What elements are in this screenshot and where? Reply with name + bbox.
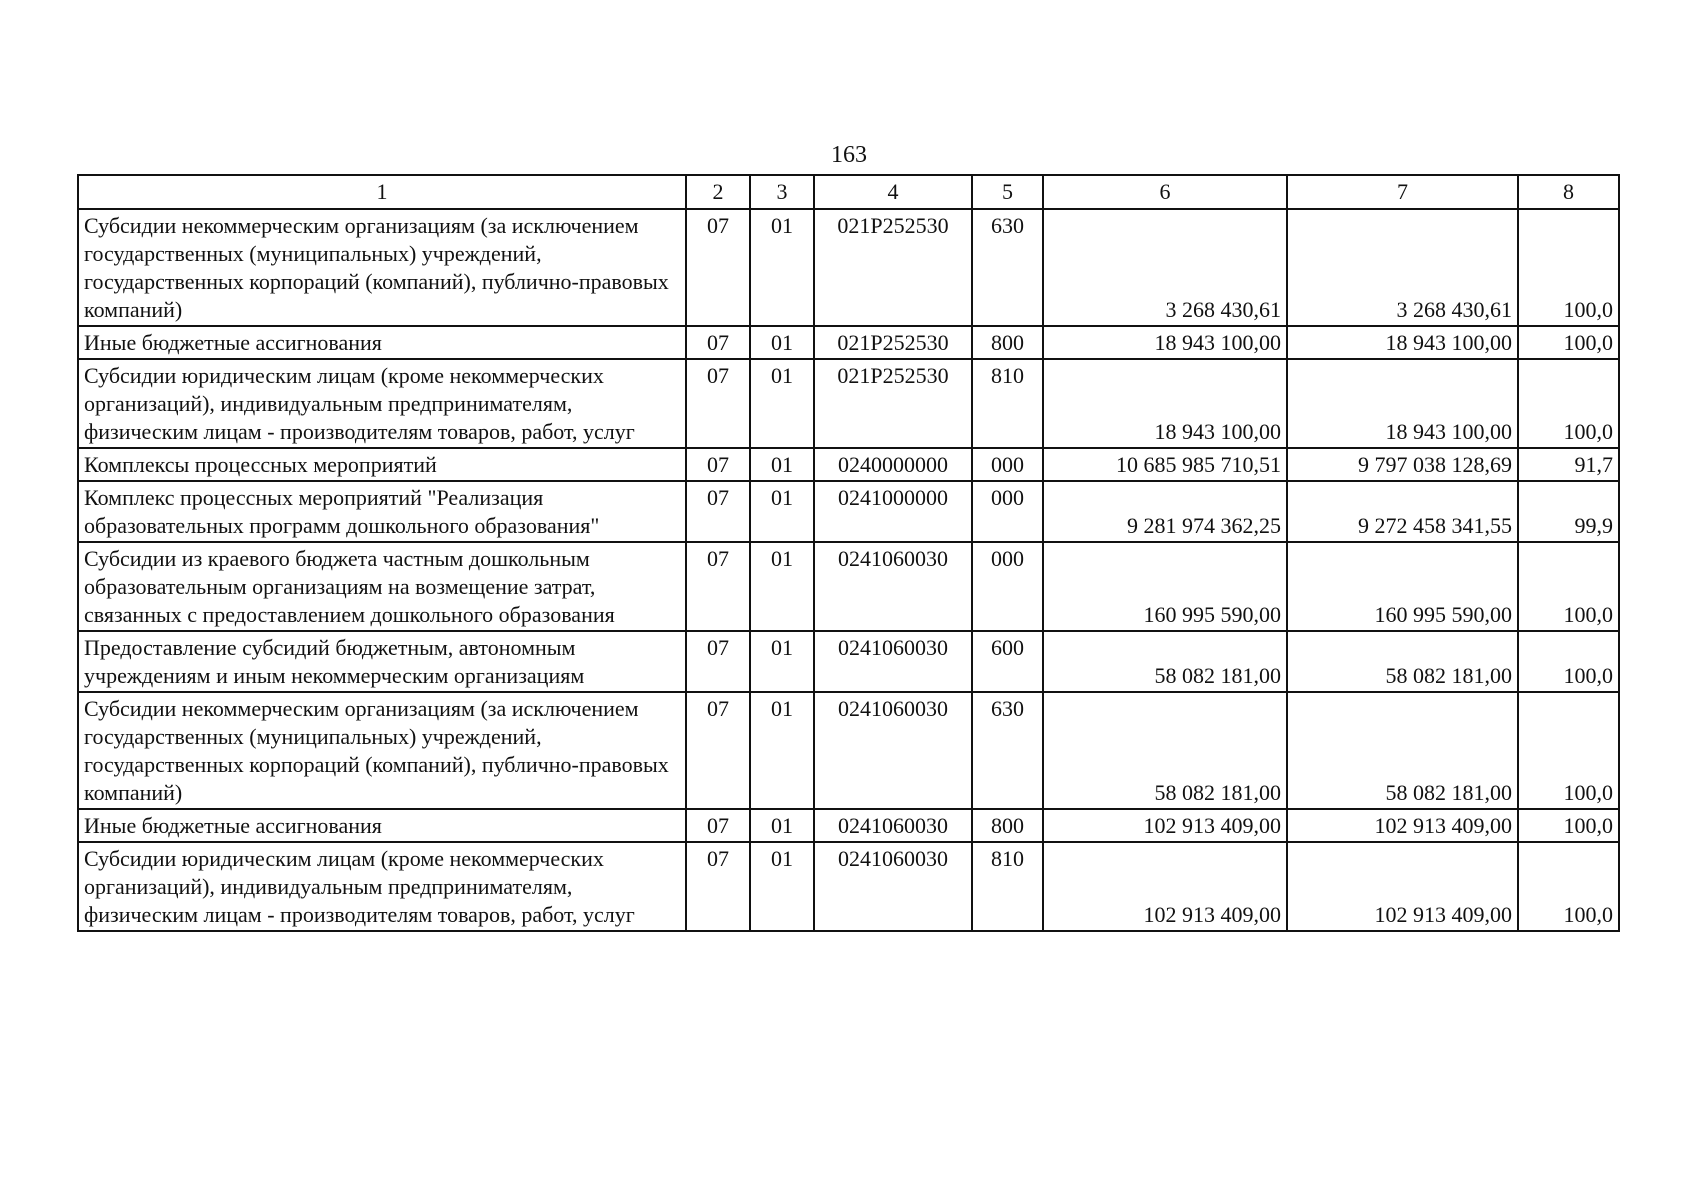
planned-amount-cell: 10 685 985 710,51 xyxy=(1043,448,1287,481)
executed-amount-cell: 9 797 038 128,69 xyxy=(1287,448,1518,481)
row-name-cell: Субсидии некоммерческим организациям (за исключением государственных (муниципальных) учреждений, государственных корпораций (компаний), публично-правовых компаний) xyxy=(78,692,686,809)
executed-amount-cell: 58 082 181,00 xyxy=(1287,631,1518,692)
execution-percent-cell: 100,0 xyxy=(1518,692,1619,809)
subsection-code-cell: 01 xyxy=(750,809,814,842)
row-name-cell: Субсидии юридическим лицам (кроме некоммерческих организаций), индивидуальным предпринимателям, физическим лицам - производителям товаров, работ, услуг xyxy=(78,842,686,931)
row-name-cell: Субсидии из краевого бюджета частным дошкольным образовательным организациям на возмещение затрат, связанных с предоставлением дошкольного образования xyxy=(78,542,686,631)
row-name-cell: Иные бюджетные ассигнования xyxy=(78,809,686,842)
expense-type-cell: 000 xyxy=(972,448,1043,481)
header-cell: 4 xyxy=(814,175,972,209)
expense-type-cell: 000 xyxy=(972,481,1043,542)
header-cell: 3 xyxy=(750,175,814,209)
section-code-cell: 07 xyxy=(686,209,750,326)
header-cell: 7 xyxy=(1287,175,1518,209)
target-article-cell: 0241060030 xyxy=(814,842,972,931)
expense-type-cell: 630 xyxy=(972,209,1043,326)
executed-amount-cell: 3 268 430,61 xyxy=(1287,209,1518,326)
table-row xyxy=(78,481,1619,542)
subsection-code-cell: 01 xyxy=(750,448,814,481)
executed-amount-cell: 102 913 409,00 xyxy=(1287,809,1518,842)
header-cell: 1 xyxy=(78,175,686,209)
target-article-cell: 0241060030 xyxy=(814,631,972,692)
target-article-cell: 0240000000 xyxy=(814,448,972,481)
target-article-cell: 0241060030 xyxy=(814,542,972,631)
row-name-cell: Субсидии некоммерческим организациям (за исключением государственных (муниципальных) учреждений, государственных корпораций (компаний), публично-правовых компаний) xyxy=(78,209,686,326)
table-row xyxy=(78,542,1619,631)
execution-percent-cell: 100,0 xyxy=(1518,631,1619,692)
header-cell: 2 xyxy=(686,175,750,209)
subsection-code-cell: 01 xyxy=(750,842,814,931)
table-row xyxy=(78,326,1619,359)
execution-percent-cell: 99,9 xyxy=(1518,481,1619,542)
subsection-code-cell: 01 xyxy=(750,631,814,692)
executed-amount-cell: 18 943 100,00 xyxy=(1287,326,1518,359)
header-row xyxy=(78,175,1619,209)
target-article-cell: 0241060030 xyxy=(814,809,972,842)
expense-type-cell: 800 xyxy=(972,809,1043,842)
planned-amount-cell: 102 913 409,00 xyxy=(1043,809,1287,842)
subsection-code-cell: 01 xyxy=(750,359,814,448)
executed-amount-cell: 18 943 100,00 xyxy=(1287,359,1518,448)
section-code-cell: 07 xyxy=(686,809,750,842)
row-name-cell: Комплексы процессных мероприятий xyxy=(78,448,686,481)
table-row xyxy=(78,359,1619,448)
target-article-cell: 021P252530 xyxy=(814,209,972,326)
header-cell: 8 xyxy=(1518,175,1619,209)
table-row xyxy=(78,692,1619,809)
section-code-cell: 07 xyxy=(686,842,750,931)
execution-percent-cell: 100,0 xyxy=(1518,842,1619,931)
expense-type-cell: 000 xyxy=(972,542,1043,631)
expense-type-cell: 630 xyxy=(972,692,1043,809)
section-code-cell: 07 xyxy=(686,448,750,481)
planned-amount-cell: 58 082 181,00 xyxy=(1043,692,1287,809)
planned-amount-cell: 18 943 100,00 xyxy=(1043,359,1287,448)
executed-amount-cell: 9 272 458 341,55 xyxy=(1287,481,1518,542)
header-cell: 6 xyxy=(1043,175,1287,209)
planned-amount-cell: 58 082 181,00 xyxy=(1043,631,1287,692)
subsection-code-cell: 01 xyxy=(750,326,814,359)
execution-percent-cell: 100,0 xyxy=(1518,326,1619,359)
executed-amount-cell: 58 082 181,00 xyxy=(1287,692,1518,809)
execution-percent-cell: 100,0 xyxy=(1518,809,1619,842)
table-row xyxy=(78,448,1619,481)
planned-amount-cell: 18 943 100,00 xyxy=(1043,326,1287,359)
section-code-cell: 07 xyxy=(686,326,750,359)
expense-type-cell: 800 xyxy=(972,326,1043,359)
subsection-code-cell: 01 xyxy=(750,692,814,809)
section-code-cell: 07 xyxy=(686,359,750,448)
page-number: 163 xyxy=(831,142,867,168)
target-article-cell: 0241060030 xyxy=(814,692,972,809)
planned-amount-cell: 102 913 409,00 xyxy=(1043,842,1287,931)
table-row xyxy=(78,842,1619,931)
target-article-cell: 021P252530 xyxy=(814,359,972,448)
execution-percent-cell: 100,0 xyxy=(1518,359,1619,448)
planned-amount-cell: 9 281 974 362,25 xyxy=(1043,481,1287,542)
row-name-cell: Иные бюджетные ассигнования xyxy=(78,326,686,359)
subsection-code-cell: 01 xyxy=(750,481,814,542)
expense-type-cell: 600 xyxy=(972,631,1043,692)
table-row xyxy=(78,209,1619,326)
header-cell: 5 xyxy=(972,175,1043,209)
section-code-cell: 07 xyxy=(686,542,750,631)
row-name-cell: Субсидии юридическим лицам (кроме некоммерческих организаций), индивидуальным предпринимателям, физическим лицам - производителям товаров, работ, услуг xyxy=(78,359,686,448)
execution-percent-cell: 100,0 xyxy=(1518,542,1619,631)
subsection-code-cell: 01 xyxy=(750,542,814,631)
planned-amount-cell: 160 995 590,00 xyxy=(1043,542,1287,631)
execution-percent-cell: 100,0 xyxy=(1518,209,1619,326)
expense-type-cell: 810 xyxy=(972,842,1043,931)
subsection-code-cell: 01 xyxy=(750,209,814,326)
section-code-cell: 07 xyxy=(686,481,750,542)
target-article-cell: 021P252530 xyxy=(814,326,972,359)
executed-amount-cell: 102 913 409,00 xyxy=(1287,842,1518,931)
row-name-cell: Предоставление субсидий бюджетным, автономным учреждениям и иным некоммерческим организациям xyxy=(78,631,686,692)
target-article-cell: 0241000000 xyxy=(814,481,972,542)
executed-amount-cell: 160 995 590,00 xyxy=(1287,542,1518,631)
expense-type-cell: 810 xyxy=(972,359,1043,448)
planned-amount-cell: 3 268 430,61 xyxy=(1043,209,1287,326)
section-code-cell: 07 xyxy=(686,631,750,692)
budget-table xyxy=(77,174,1620,932)
table-row xyxy=(78,631,1619,692)
execution-percent-cell: 91,7 xyxy=(1518,448,1619,481)
section-code-cell: 07 xyxy=(686,692,750,809)
table-row xyxy=(78,809,1619,842)
row-name-cell: Комплекс процессных мероприятий "Реализация образовательных программ дошкольного образования" xyxy=(78,481,686,542)
